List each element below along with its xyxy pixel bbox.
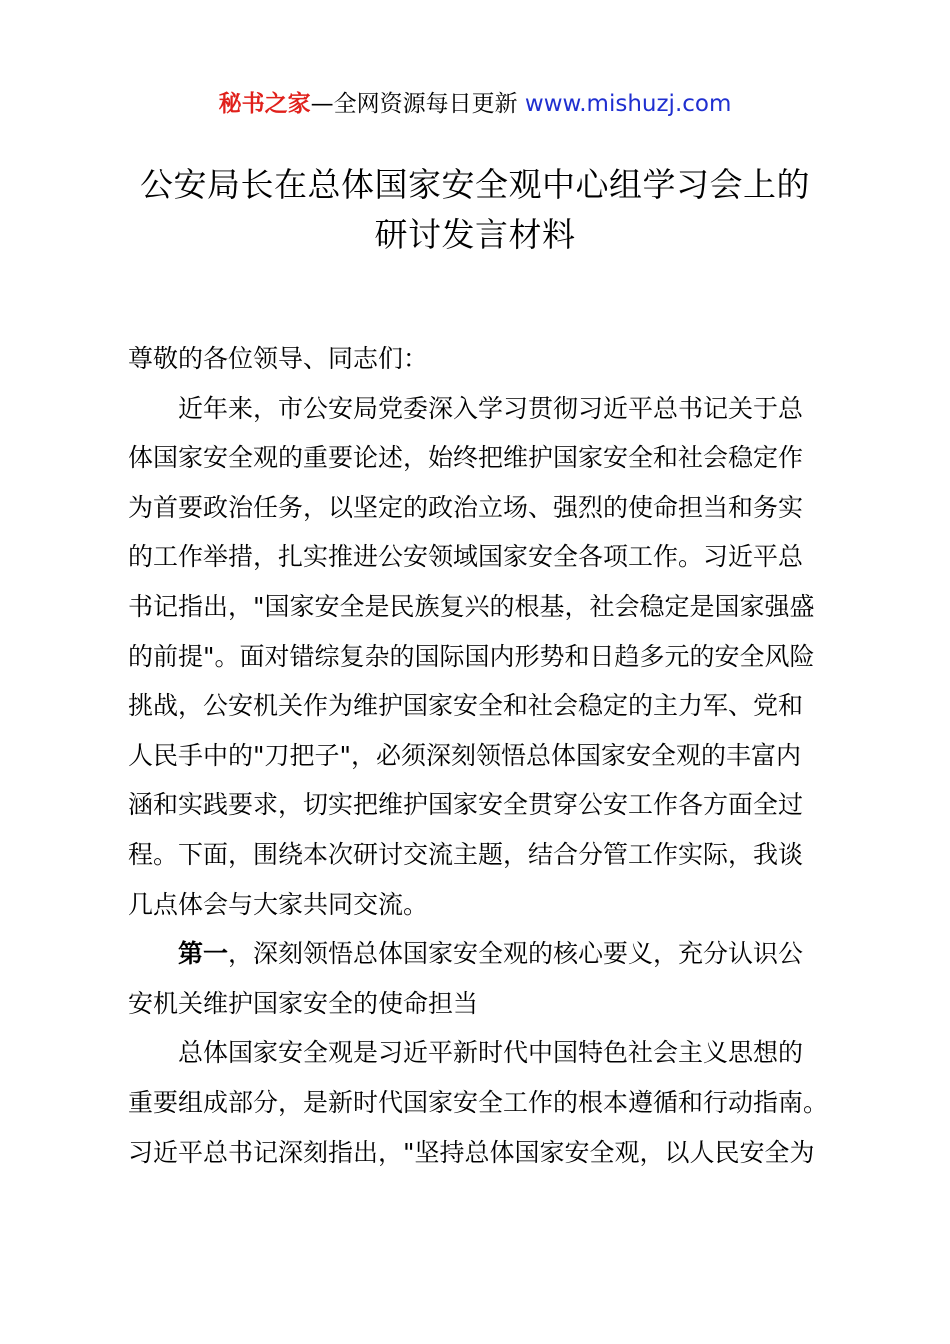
heading-line: 安机关维护国家安全的使命担当 [128,988,479,1018]
text-line: 人民手中的"刀把子"，必须深刻领悟总体国家安全观的丰富内 [128,740,802,770]
text-line: 为首要政治任务，以坚定的政治立场、强烈的使命担当和务实 [128,492,804,522]
text-line: 总体国家安全观是习近平新时代中国特色社会主义思想的 [178,1038,804,1068]
title-line-1: 公安局长在总体国家安全观中心组学习会上的 [140,165,810,204]
text-line: 几点体会与大家共同交流。 [128,889,429,919]
heading-line [128,929,838,979]
section-heading-first [128,929,838,1028]
paragraph-section-one [128,1028,838,1177]
text-line: 涵和实践要求，切实把维护国家安全贯穿公安工作各方面全过 [128,790,804,820]
document-title [80,160,870,260]
text-line: 体国家安全观的重要论述，始终把维护国家安全和社会稳定作 [128,443,804,473]
page-header [0,88,950,120]
header-tagline: —全网资源每日更新 [310,91,525,117]
text-line: 近年来，市公安局党委深入学习贯彻习近平总书记关于总 [178,393,804,423]
text-line: 重要组成部分，是新时代国家安全工作的根本遵循和行动指南。 [128,1087,829,1117]
text-line: 挑战，公安机关作为维护国家安全和社会稳定的主力军、党和 [128,691,804,721]
text-line: 的工作举措，扎实推进公安领域国家安全各项工作。习近平总 [128,542,804,572]
text-line: 书记指出，"国家安全是民族复兴的根基，社会稳定是国家强盛 [128,591,815,621]
text-line: 习近平总书记深刻指出，"坚持总体国家安全观，以人民安全为 [128,1137,815,1167]
header-url[interactable]: www.mishuzj.com [524,91,732,117]
text-line: 的前提"。面对错综复杂的国际国内形势和日趋多元的安全风险 [128,641,815,671]
title-line-2: 研讨发言材料 [374,215,576,254]
brand-name: 秘书之家 [218,91,311,117]
section-number: 第一 [178,939,229,969]
document-body [128,334,838,1177]
paragraph-intro [128,384,838,930]
section-heading-text: ，深刻领悟总体国家安全观的核心要义，充分认识公 [228,939,804,969]
text-line: 程。下面，围绕本次研讨交流主题，结合分管工作实际，我谈 [128,839,804,869]
salutation: 尊敬的各位领导、同志们： [128,344,429,373]
